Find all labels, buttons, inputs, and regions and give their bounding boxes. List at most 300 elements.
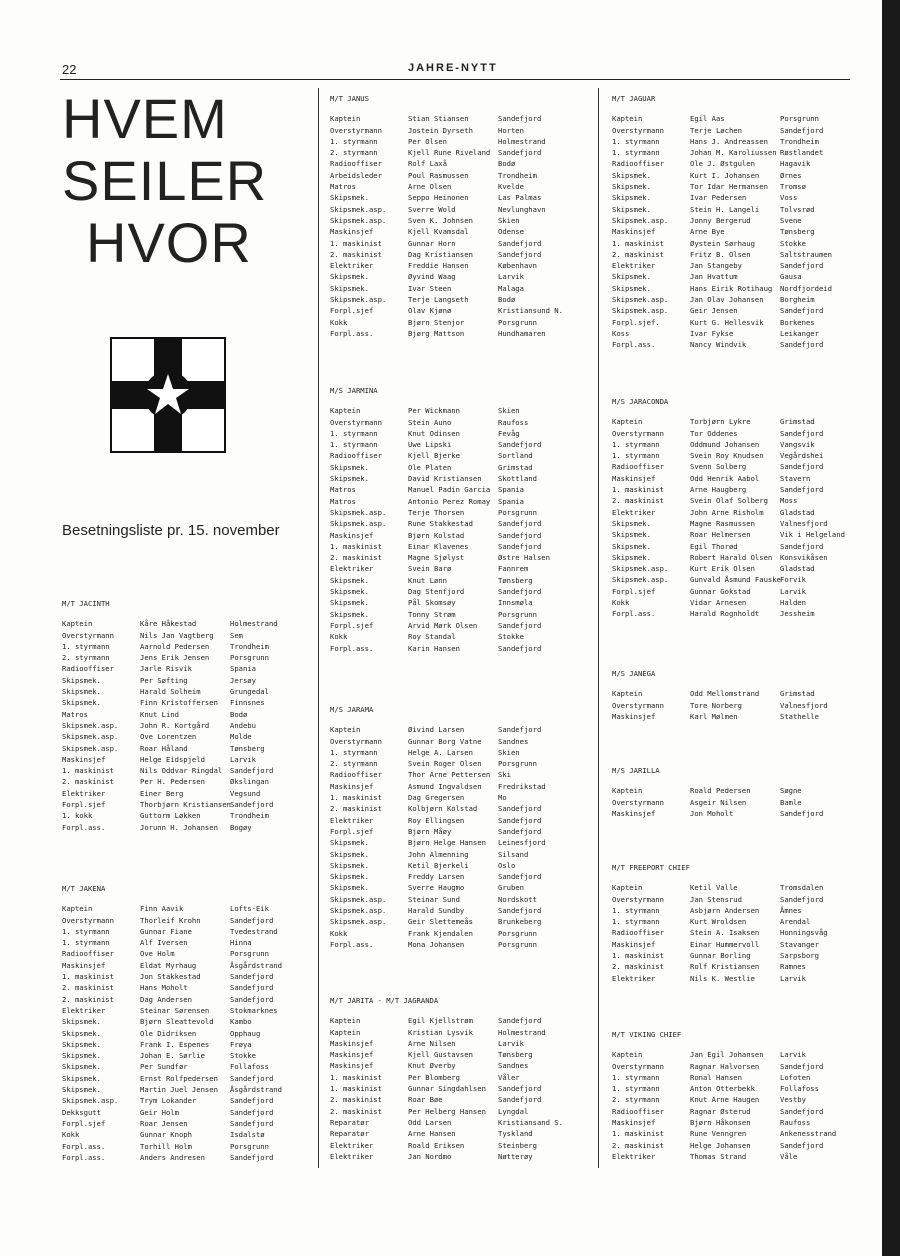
- rank: Dekksgutt: [62, 1107, 101, 1117]
- hometown: Skien: [498, 747, 520, 757]
- rank: 2. maskinist: [330, 249, 382, 259]
- crew-name: Vidar Arnesen: [690, 598, 747, 608]
- rank: Koss: [612, 328, 630, 338]
- rank: Kaptein: [612, 114, 643, 124]
- rank: 2. styrmann: [62, 653, 110, 663]
- crew-row: [612, 905, 828, 916]
- rank: 1. maskinist: [612, 951, 664, 961]
- crew-name: Guttorm Løkken: [140, 811, 201, 821]
- rank: Maskinsjef: [330, 1038, 374, 1048]
- rank: 1. styrmann: [612, 148, 660, 158]
- hometown: Spania: [498, 496, 524, 506]
- crew-name: Per Søfting: [140, 675, 188, 685]
- rank: 2. maskinist: [330, 553, 382, 563]
- rank: Overstyrmann: [612, 428, 664, 438]
- crew-row: [62, 776, 278, 787]
- crew-row: [330, 894, 546, 905]
- hometown: Bodø: [230, 709, 248, 719]
- hometown: Malaga: [498, 283, 524, 293]
- crew-name: Harald Sundby: [408, 906, 465, 916]
- crew-row: [330, 170, 563, 181]
- crew-row: [62, 618, 278, 629]
- crew-name: Odd Mellomstrand: [690, 689, 760, 699]
- rank: Forpl.sjef: [62, 1118, 106, 1128]
- hometown: Ørnes: [780, 170, 802, 180]
- crew-row: [330, 939, 546, 950]
- hometown: Sandefjord: [498, 1095, 542, 1105]
- crew-name: Roy Standal: [408, 632, 456, 642]
- rank: Overstyrmann: [62, 915, 114, 925]
- hometown: Borgheim: [780, 295, 815, 305]
- crew-name: Per Helberg Hansen: [408, 1106, 486, 1116]
- hometown: Vegsund: [230, 788, 261, 798]
- crew-name: Arvid Mørk Olsen: [408, 620, 478, 630]
- ship-section: [612, 668, 828, 722]
- rank: 2. maskinist: [62, 777, 114, 787]
- hometown: Sandefjord: [780, 1061, 824, 1071]
- rank: 1. maskinist: [330, 541, 382, 551]
- crew-name: Stein H. Langeli: [690, 204, 760, 214]
- rank: Skipsmek.: [612, 182, 651, 192]
- rank: Forpl.ass.: [330, 643, 374, 653]
- rank: Maskinsjef: [330, 1050, 374, 1060]
- rank: 1. styrmann: [62, 938, 110, 948]
- crew-name: Rune Venngren: [690, 1129, 747, 1139]
- rank: Forpl.ass.: [330, 939, 374, 949]
- crew-row: [62, 822, 278, 833]
- crew-row: [330, 1015, 563, 1026]
- hometown: Sandefjord: [230, 766, 274, 776]
- ship-section: [62, 883, 282, 1163]
- ship-section: [330, 93, 563, 339]
- ship-section: [62, 598, 278, 833]
- headline-line-2: SEILER: [62, 149, 268, 212]
- crew-row: [330, 192, 563, 203]
- hometown: Larvik: [780, 1050, 806, 1060]
- crew-row: [612, 882, 828, 893]
- crew-name: Per Olsen: [408, 136, 447, 146]
- hometown: Gladstad: [780, 564, 815, 574]
- crew-name: Knut Lind: [140, 709, 179, 719]
- rank: 2. maskinist: [612, 1140, 664, 1150]
- crew-name: Odd Henrik Aabol: [690, 473, 760, 483]
- rank: Forpl.sjef: [330, 306, 374, 316]
- crew-row: [612, 473, 845, 484]
- hometown: Vegårdshei: [780, 451, 824, 461]
- crew-row: [330, 905, 546, 916]
- crew-name: Jorunn H. Johansen: [140, 822, 218, 832]
- crew-row: [330, 849, 546, 860]
- crew-name: Gunnar Borg Vatne: [408, 736, 482, 746]
- rank: Radiooffiser: [330, 159, 382, 169]
- crew-row: [62, 697, 278, 708]
- hometown: Halden: [780, 598, 806, 608]
- hometown: Bamle: [780, 797, 802, 807]
- crew-row: [612, 1083, 836, 1094]
- crew-row: [330, 226, 563, 237]
- rank: Skipsmek.: [330, 883, 369, 893]
- hometown: Jessheim: [780, 609, 815, 619]
- hometown: Sandefjord: [498, 725, 542, 735]
- crew-row: [330, 575, 550, 586]
- rank: 1. styrmann: [330, 440, 378, 450]
- crew-name: Sven K. Johnsen: [408, 215, 473, 225]
- rank: Kokk: [330, 317, 348, 327]
- crew-row: [612, 1061, 836, 1072]
- hometown: København: [498, 261, 537, 271]
- crew-name: Arne Nilsen: [408, 1038, 456, 1048]
- crew-row: [612, 563, 845, 574]
- crew-row: [330, 781, 546, 792]
- crew-row: [612, 797, 823, 808]
- crew-row: [62, 1141, 282, 1152]
- hometown: Raufoss: [780, 1118, 811, 1128]
- crew-name: Ivar Fykse: [690, 328, 734, 338]
- crew-name: Per Sundfør: [140, 1062, 188, 1072]
- hometown: Honningsvåg: [780, 928, 828, 938]
- rank: Kaptein: [612, 689, 643, 699]
- rank: Kokk: [62, 1130, 80, 1140]
- crew-row: [612, 461, 845, 472]
- crew-row: [62, 948, 282, 959]
- crew-name: Robert Harald Olsen: [690, 552, 773, 562]
- crew-name: Aarnold Pedersen: [140, 641, 210, 651]
- crew-row: [330, 871, 546, 882]
- hometown: Leikanger: [780, 328, 819, 338]
- crew-name: Antonio Perez Romay: [408, 496, 491, 506]
- rank: Skipsmek.asp.: [62, 743, 119, 753]
- crew-row: [612, 586, 845, 597]
- rank: Skipsmek.asp.: [330, 519, 387, 529]
- page-number: 22: [62, 62, 77, 77]
- rank: Kaptein: [330, 725, 361, 735]
- hometown: Moss: [780, 496, 798, 506]
- crew-row: [612, 1140, 836, 1151]
- rank: Radiooffiser: [612, 928, 664, 938]
- rank: Kaptein: [330, 1016, 361, 1026]
- crew-name: Tor Oddenes: [690, 428, 738, 438]
- crew-row: [612, 973, 828, 984]
- crew-name: Anton Otterbekk: [690, 1084, 755, 1094]
- crew-name: Ronal Hansen: [690, 1072, 742, 1082]
- crew-row: [330, 260, 563, 271]
- crew-name: Thomas Strand: [690, 1151, 747, 1161]
- hometown: Stokke: [780, 238, 806, 248]
- rank: 1. maskinist: [330, 1084, 382, 1094]
- crew-row: [612, 1117, 836, 1128]
- hometown: Kvelde: [498, 182, 524, 192]
- crew-name: Finn Aavik: [140, 904, 184, 914]
- crew-row: [330, 758, 546, 769]
- hometown: Østre Halsen: [498, 553, 550, 563]
- rank: Forpl.ass.: [62, 822, 106, 832]
- crew-name: Thor Arne Pettersen: [408, 770, 491, 780]
- crew-row: [612, 916, 828, 927]
- crew-name: Knut Øverby: [408, 1061, 456, 1071]
- crew-name: Harald Solheim: [140, 687, 201, 697]
- crew-row: [330, 541, 550, 552]
- rank: 2. styrmann: [330, 148, 378, 158]
- hometown: Sandefjord: [230, 1152, 274, 1162]
- rank: Skipsmek.asp.: [62, 732, 119, 742]
- crew-row: [62, 743, 278, 754]
- rank: Skipsmek.: [62, 1051, 101, 1061]
- crew-row: [612, 518, 845, 529]
- rank: Maskinsjef: [330, 227, 374, 237]
- rank: 1. maskinist: [612, 1129, 664, 1139]
- crew-name: Bjørn Sleattevold: [140, 1017, 214, 1027]
- hometown: Sandefjord: [780, 462, 824, 472]
- rank: Radiooffiser: [330, 770, 382, 780]
- rank: Maskinsjef: [612, 939, 656, 949]
- hometown: Molde: [230, 732, 252, 742]
- crew-row: [330, 643, 550, 654]
- rank: Skipsmek.asp.: [62, 1096, 119, 1106]
- crew-name: Roar Jensen: [140, 1118, 188, 1128]
- crew-row: [330, 1106, 563, 1117]
- hometown: Sem: [230, 630, 243, 640]
- hometown: Tønsberg: [498, 1050, 533, 1060]
- crew-row: [330, 815, 546, 826]
- hometown: Porsgrunn: [498, 939, 537, 949]
- crew-name: Poul Rasmussen: [408, 170, 469, 180]
- crew-row: [330, 507, 550, 518]
- rank: Arbeidsleder: [330, 170, 382, 180]
- crew-name: Terje Langseth: [408, 295, 469, 305]
- hometown: Borkenes: [780, 317, 815, 327]
- rank: Overstyrmann: [62, 630, 114, 640]
- crew-row: [330, 1060, 563, 1071]
- hometown: Sandefjord: [498, 804, 542, 814]
- ship-name: M/S JARACONDA: [612, 397, 669, 406]
- crew-row: [330, 1117, 563, 1128]
- rank: 2. maskinist: [612, 962, 664, 972]
- crew-name: Stein Auno: [408, 417, 452, 427]
- ship-section: [612, 396, 845, 620]
- hometown: Opphaug: [230, 1028, 261, 1038]
- rank: Elektriker: [612, 507, 656, 517]
- rank: Skipsmek.: [612, 193, 651, 203]
- crew-name: Dag Kristiansen: [408, 249, 473, 259]
- crew-row: [612, 541, 845, 552]
- crew-row: [330, 826, 546, 837]
- hometown: Vangsvik: [780, 439, 815, 449]
- crew-name: Einar Klavenes: [408, 541, 469, 551]
- rank: Maskinsjef: [612, 808, 656, 818]
- crew-row: [330, 928, 546, 939]
- crew-name: Arne Hansen: [408, 1129, 456, 1139]
- crew-name: Asgeir Nilsen: [690, 797, 747, 807]
- hometown: Skottland: [498, 474, 537, 484]
- rank: Radiooffiser: [330, 451, 382, 461]
- hometown: Sandefjord: [780, 428, 824, 438]
- crew-name: Jan Olav Johansen: [690, 295, 764, 305]
- rank: Forpl.sjef: [612, 586, 656, 596]
- rank: Skipsmek.: [612, 272, 651, 282]
- crew-row: [330, 769, 546, 780]
- crew-row: [62, 1118, 282, 1129]
- rank: 1. styrmann: [330, 747, 378, 757]
- rank: Skipsmek.asp.: [330, 906, 387, 916]
- crew-name: Odd Larsen: [408, 1117, 452, 1127]
- hometown: Larvik: [780, 973, 806, 983]
- crew-name: Dag Gregersen: [408, 793, 465, 803]
- crew-name: Per H. Pedersen: [140, 777, 205, 787]
- hometown: Tyskland: [498, 1129, 533, 1139]
- crew-row: [62, 1050, 282, 1061]
- rank: Maskinsjef: [330, 530, 374, 540]
- crew-name: Ole Platen: [408, 462, 452, 472]
- rank: 1. styrmann: [62, 926, 110, 936]
- crew-row: [62, 982, 282, 993]
- rank: Skipsmek.: [62, 1039, 101, 1049]
- crew-row: [330, 305, 563, 316]
- hometown: Sandefjord: [498, 906, 542, 916]
- hometown: Sandefjord: [780, 808, 824, 818]
- rank: Elektriker: [330, 815, 374, 825]
- ship-name: M/S JARAMA: [330, 705, 374, 714]
- crew-row: [62, 720, 278, 731]
- hometown: Tromsø: [780, 182, 806, 192]
- hometown: Åmnes: [780, 905, 802, 915]
- rank: 1. styrmann: [330, 136, 378, 146]
- crew-name: Alf Iversen: [140, 938, 188, 948]
- subtitle: Besetningsliste pr. 15. november: [62, 522, 280, 539]
- rank: 1. styrmann: [330, 428, 378, 438]
- crew-row: [612, 574, 845, 585]
- ship-name: M/T FREEPORT CHIEF: [612, 863, 690, 872]
- crew-name: Ove Holm: [140, 949, 175, 959]
- crew-name: Finn Kristoffersen: [140, 698, 218, 708]
- hometown: Silsand: [498, 849, 529, 859]
- crew-name: Dag Andersen: [140, 994, 192, 1004]
- crew-name: Helge Eidspjeld: [140, 754, 205, 764]
- hometown: Ankenesstrand: [780, 1129, 837, 1139]
- crew-row: [330, 620, 550, 631]
- rank: Radiooffiser: [612, 1106, 664, 1116]
- crew-row: [62, 937, 282, 948]
- crew-row: [62, 903, 282, 914]
- crew-row: [612, 507, 845, 518]
- hometown: Holmestrand: [498, 136, 546, 146]
- hometown: Sandefjord: [230, 1096, 274, 1106]
- rank: Matros: [330, 182, 356, 192]
- hometown: Sandefjord: [230, 1107, 274, 1117]
- crew-name: Ove Lorentzen: [140, 732, 197, 742]
- rank: 2. maskinist: [612, 496, 664, 506]
- crew-row: [330, 428, 550, 439]
- crew-name: Magne Rasmussen: [690, 518, 755, 528]
- crew-name: Kjell Kvamsdal: [408, 227, 469, 237]
- rank: Forpl.sjef.: [612, 317, 660, 327]
- crew-row: [62, 1073, 282, 1084]
- hometown: Sandefjord: [780, 125, 824, 135]
- rank: Overstyrmann: [330, 125, 382, 135]
- crew-name: Jarle Risvik: [140, 664, 192, 674]
- hometown: Stathelle: [780, 711, 819, 721]
- crew-name: Jostein Dyrseth: [408, 125, 473, 135]
- crew-row: [330, 518, 550, 529]
- hometown: Stokke: [230, 1051, 256, 1061]
- ship-name: M/T JAGUAR: [612, 94, 656, 103]
- crew-row: [330, 1151, 563, 1162]
- rank: Radiooffiser: [62, 664, 114, 674]
- hometown: Sandefjord: [230, 800, 274, 810]
- crew-name: Karl Mølmen: [690, 711, 738, 721]
- ship-section: [612, 862, 828, 984]
- hometown: Larvik: [230, 754, 256, 764]
- rank: Elektriker: [330, 1151, 374, 1161]
- crew-name: Bjørn Håkonsen: [690, 1118, 751, 1128]
- crew-row: [62, 1152, 282, 1163]
- rank: Skipsmek.: [612, 530, 651, 540]
- ship-name: M/S JARMINA: [330, 386, 378, 395]
- crew-row: [612, 1151, 836, 1162]
- crew-row: [612, 552, 845, 563]
- crew-name: Jon Stakkestad: [140, 972, 201, 982]
- crew-name: John Arne Risholm: [690, 507, 764, 517]
- rank: Forpl.sjef: [330, 826, 374, 836]
- crew-row: [612, 204, 832, 215]
- crew-row: [612, 1072, 836, 1083]
- crew-row: [62, 1061, 282, 1072]
- crew-row: [612, 226, 832, 237]
- crew-name: John Almenning: [408, 849, 469, 859]
- rank: Maskinsjef: [612, 227, 656, 237]
- hometown: Våle: [780, 1151, 798, 1161]
- company-star-cross-logo: [110, 337, 226, 453]
- hometown: Sandefjord: [498, 872, 542, 882]
- crew-name: Jon Moholt: [690, 808, 734, 818]
- hometown: Sandefjord: [498, 148, 542, 158]
- rank: 1. kokk: [62, 811, 93, 821]
- crew-row: [612, 1106, 836, 1117]
- hometown: Innsmøla: [498, 598, 533, 608]
- hometown: Gruben: [498, 883, 524, 893]
- headline-line-3: HVOR: [86, 211, 252, 274]
- crew-name: Roar Håland: [140, 743, 188, 753]
- rank: Skipsmek.: [62, 687, 101, 697]
- crew-row: [62, 810, 278, 821]
- crew-name: Svein Barø: [408, 564, 452, 574]
- rank: 1. styrmann: [612, 451, 660, 461]
- rank: Forpl.ass.: [330, 328, 374, 338]
- crew-row: [612, 688, 828, 699]
- hometown: Ski: [498, 770, 511, 780]
- crew-name: Sverre Haugmo: [408, 883, 465, 893]
- hometown: Svene: [780, 215, 802, 225]
- crew-row: [330, 860, 546, 871]
- crew-row: [62, 1129, 282, 1140]
- ship-section: [330, 385, 550, 654]
- crew-row: [612, 283, 832, 294]
- crew-name: Tonny Strøm: [408, 609, 456, 619]
- rank: Skipsmek.: [612, 170, 651, 180]
- rank: Kaptein: [330, 1027, 361, 1037]
- crew-row: [330, 1094, 563, 1105]
- hometown: Sortland: [498, 451, 533, 461]
- hometown: Follafoss: [230, 1062, 269, 1072]
- crew-name: Hans Moholt: [140, 983, 188, 993]
- crew-name: Geir Jensen: [690, 306, 738, 316]
- hometown: Sarpsborg: [780, 951, 819, 961]
- crew-row: [62, 1107, 282, 1118]
- crew-row: [612, 1049, 836, 1060]
- ship-name: M/T JACINTH: [62, 599, 110, 608]
- hometown: Valnesfjord: [780, 700, 828, 710]
- hometown: Bogøy: [230, 822, 252, 832]
- crew-name: Helge Johansen: [690, 1140, 751, 1150]
